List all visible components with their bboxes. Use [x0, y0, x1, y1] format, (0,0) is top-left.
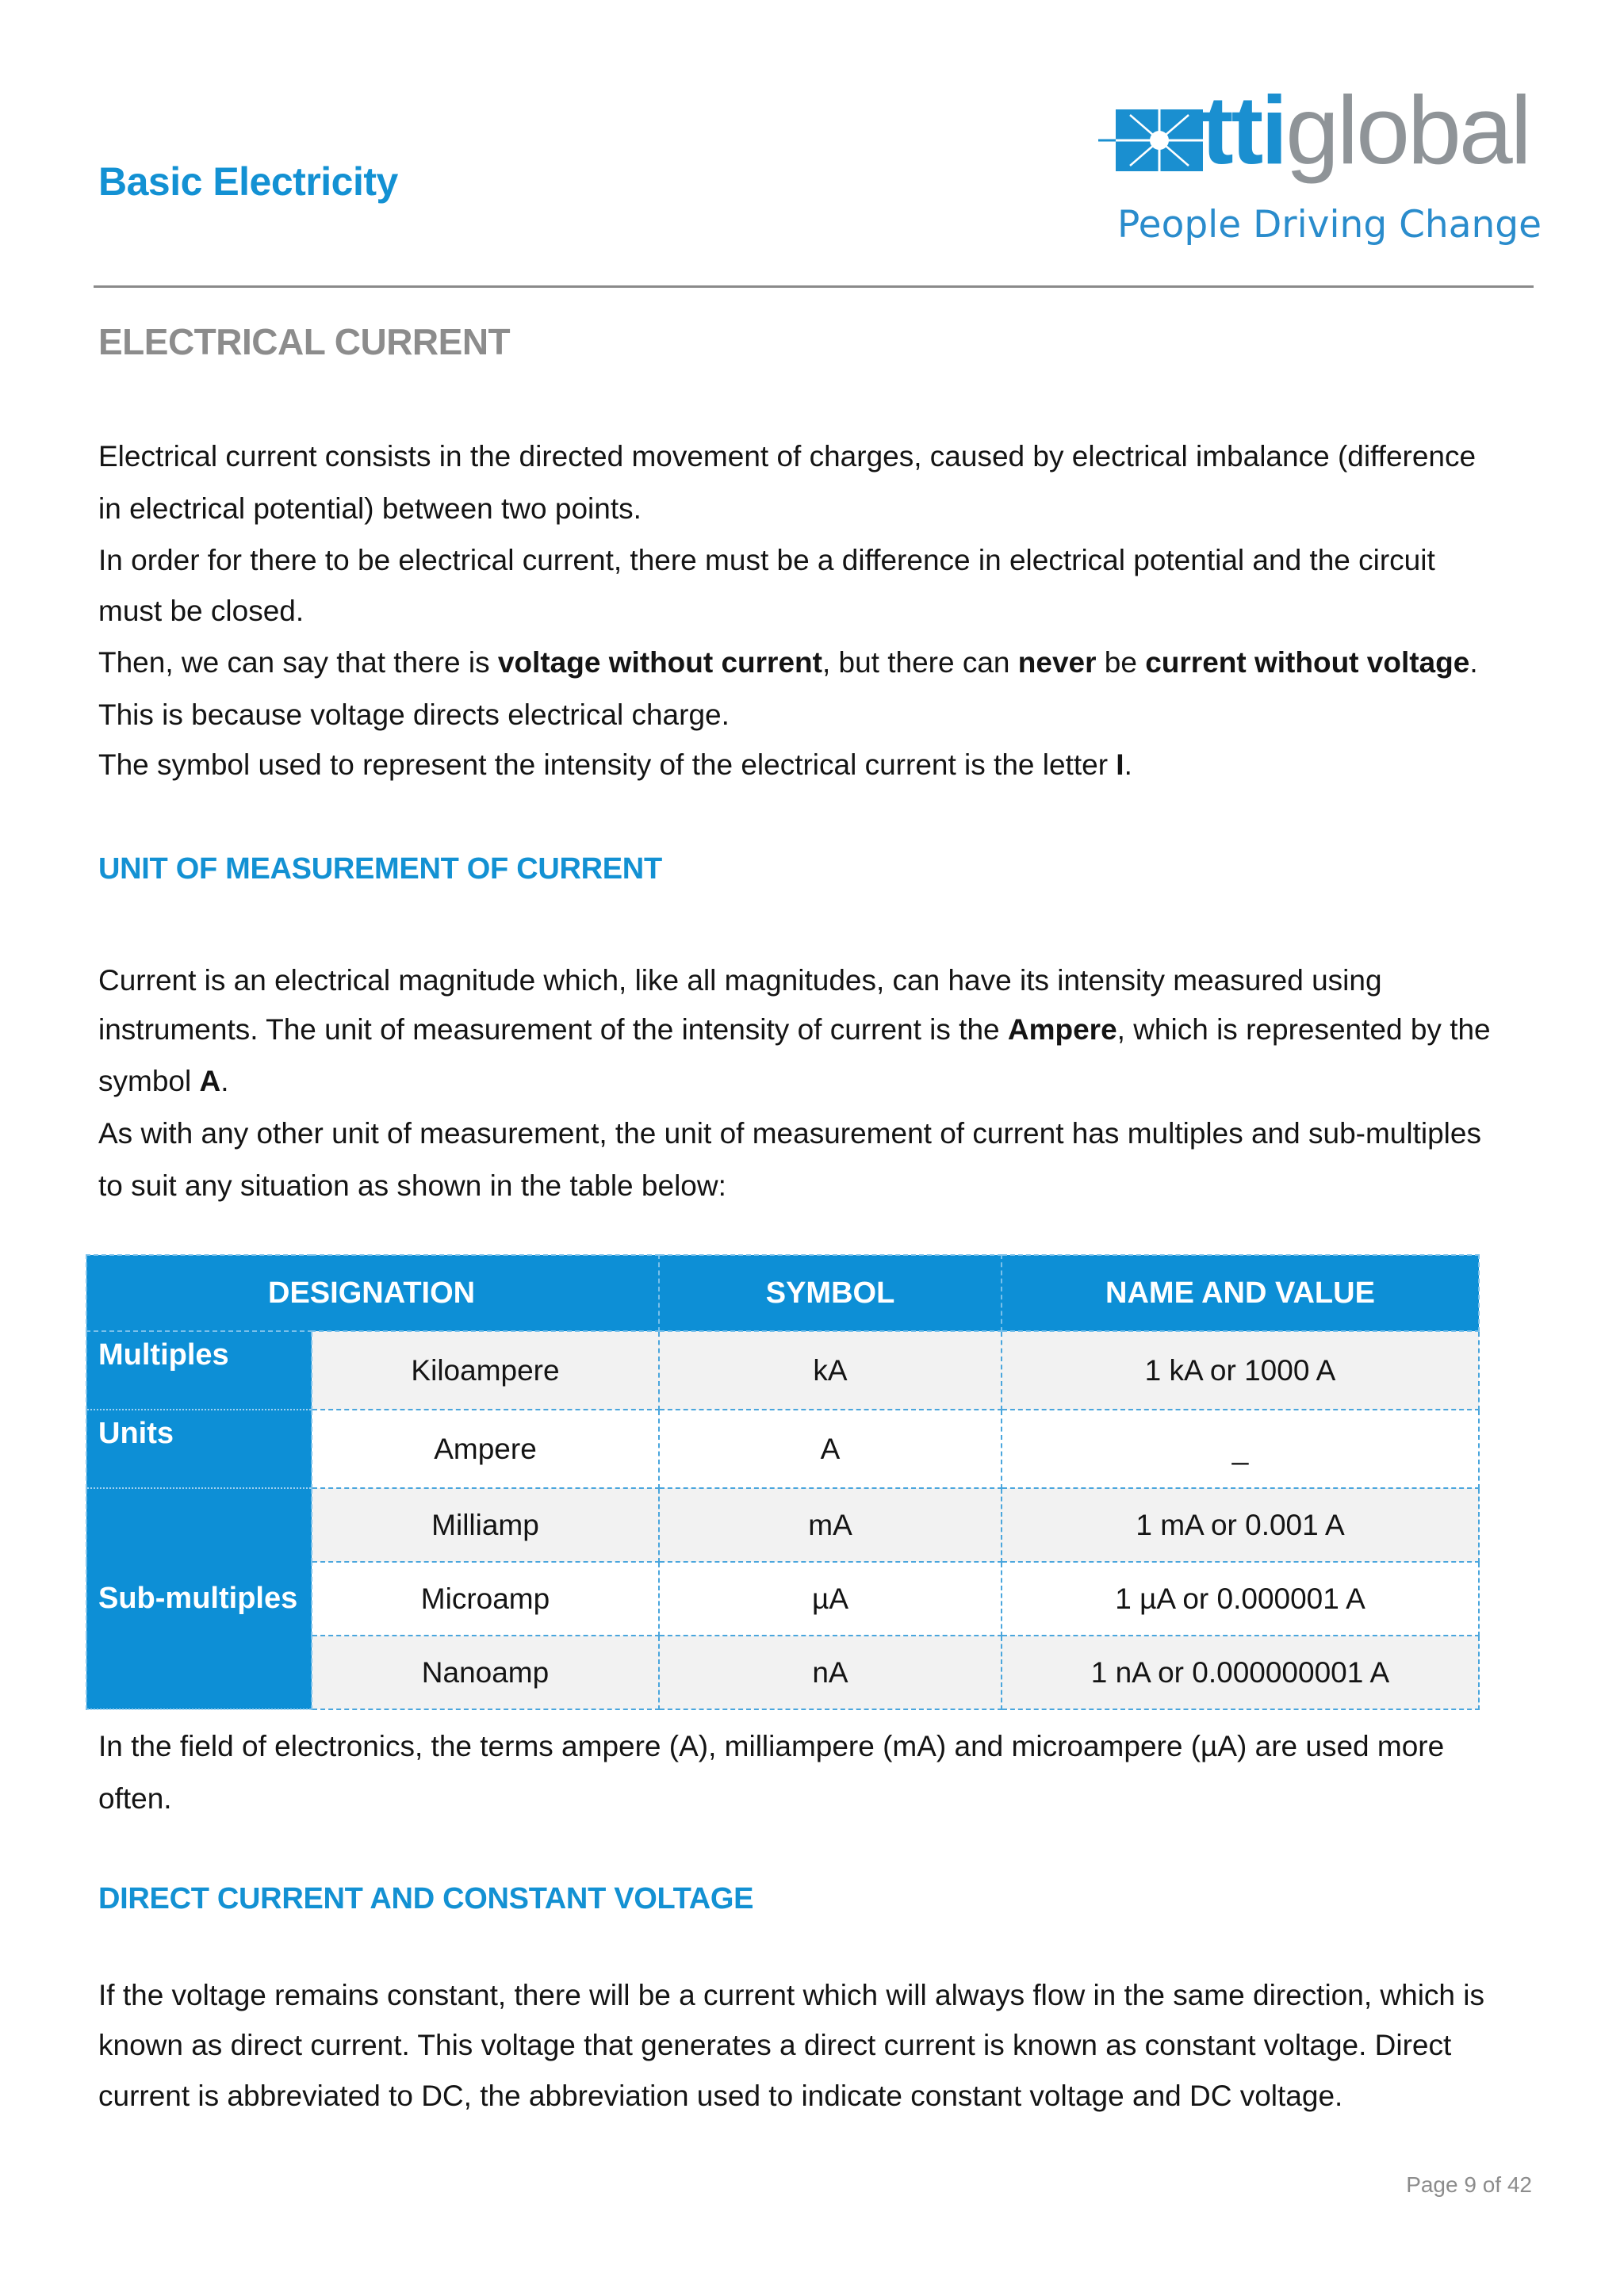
- unit-symbol: mA: [659, 1488, 1002, 1562]
- unit-name: Milliamp: [312, 1488, 659, 1562]
- unit-value: 1 µA or 0.000001 A: [1002, 1562, 1479, 1636]
- table-header-row: [86, 1255, 1479, 1331]
- group-label-sub-multiples: Sub-multiples: [86, 1488, 312, 1709]
- table-row: [86, 1331, 1479, 1410]
- paragraph-line: As with any other unit of measurement, the unit of measurement of current has multiples and sub-multiples: [98, 1117, 1481, 1150]
- current-units-table: [86, 1254, 1478, 1695]
- paragraph-line: often.: [98, 1782, 172, 1815]
- star-burst-icon: [1098, 95, 1217, 182]
- paragraph-line: In the field of electronics, the terms ampere (A), milliampere (mA) and microampere (µA) are used more: [98, 1730, 1445, 1762]
- table-row: [86, 1410, 1479, 1488]
- unit-value: 1 mA or 0.001 A: [1002, 1488, 1479, 1562]
- unit-value: 1 kA or 1000 A: [1002, 1331, 1479, 1410]
- paragraph-line: in electrical potential) between two points.: [98, 492, 642, 525]
- paragraph-line: current is abbreviated to DC, the abbreviation used to indicate constant voltage and DC voltage.: [98, 2080, 1343, 2112]
- header-designation: DESIGNATION: [86, 1255, 659, 1331]
- unit-value: 1 nA or 0.000000001 A: [1002, 1636, 1479, 1709]
- header-name-and-value: NAME AND VALUE: [1002, 1255, 1479, 1331]
- group-label-multiples: Multiples: [86, 1331, 312, 1410]
- unit-name: Microamp: [312, 1562, 659, 1636]
- paragraph-line: symbol A.: [98, 1065, 229, 1097]
- section-heading-direct-current: DIRECT CURRENT AND CONSTANT VOLTAGE: [98, 1882, 754, 1915]
- header-divider: [94, 285, 1534, 288]
- paragraph-line: Electrical current consists in the directed movement of charges, caused by electrical imbalance (difference: [98, 440, 1477, 473]
- page-number: Page 9 of 42: [1406, 2172, 1532, 2197]
- paragraph-line: to suit any situation as shown in the table below:: [98, 1169, 726, 1202]
- table-row: [86, 1488, 1479, 1562]
- header-symbol: SYMBOL: [659, 1255, 1002, 1331]
- tti-global-logo: [1098, 76, 1542, 255]
- logo-wordmark: ttiglobal: [1201, 76, 1530, 184]
- unit-name: Ampere: [312, 1410, 659, 1488]
- paragraph-line: known as direct current. This voltage that generates a direct current is known as constant voltage. Direct: [98, 2029, 1452, 2061]
- unit-value: _: [1002, 1410, 1479, 1488]
- paragraph-line: must be closed.: [98, 595, 304, 627]
- logo-tagline: People Driving Change: [1117, 203, 1542, 247]
- section-heading-electrical-current: ELECTRICAL CURRENT: [98, 321, 511, 362]
- unit-name: Kiloampere: [312, 1331, 659, 1410]
- group-label-units: Units: [86, 1410, 312, 1488]
- unit-symbol: µA: [659, 1562, 1002, 1636]
- paragraph-line: This is because voltage directs electrical charge.: [98, 698, 730, 731]
- unit-symbol: A: [659, 1410, 1002, 1488]
- document-title: Basic Electricity: [98, 159, 398, 204]
- unit-name: Nanoamp: [312, 1636, 659, 1709]
- paragraph-line: The symbol used to represent the intensity of the electrical current is the letter I.: [98, 748, 1132, 781]
- paragraph-line: In order for there to be electrical current, there must be a difference in electrical potential and the circuit: [98, 544, 1435, 576]
- paragraph-line: If the voltage remains constant, there will be a current which will always flow in the same direction, which is: [98, 1979, 1484, 2011]
- paragraph-line: Current is an electrical magnitude which, like all magnitudes, can have its intensity measured using: [98, 964, 1382, 997]
- unit-symbol: nA: [659, 1636, 1002, 1709]
- paragraph-line: Then, we can say that there is voltage without current, but there can never be current without voltage.: [98, 646, 1478, 679]
- section-heading-unit-of-measurement: UNIT OF MEASUREMENT OF CURRENT: [98, 852, 662, 886]
- unit-symbol: kA: [659, 1331, 1002, 1410]
- paragraph-line: instruments. The unit of measurement of the intensity of current is the Ampere, which is represented by the: [98, 1013, 1491, 1046]
